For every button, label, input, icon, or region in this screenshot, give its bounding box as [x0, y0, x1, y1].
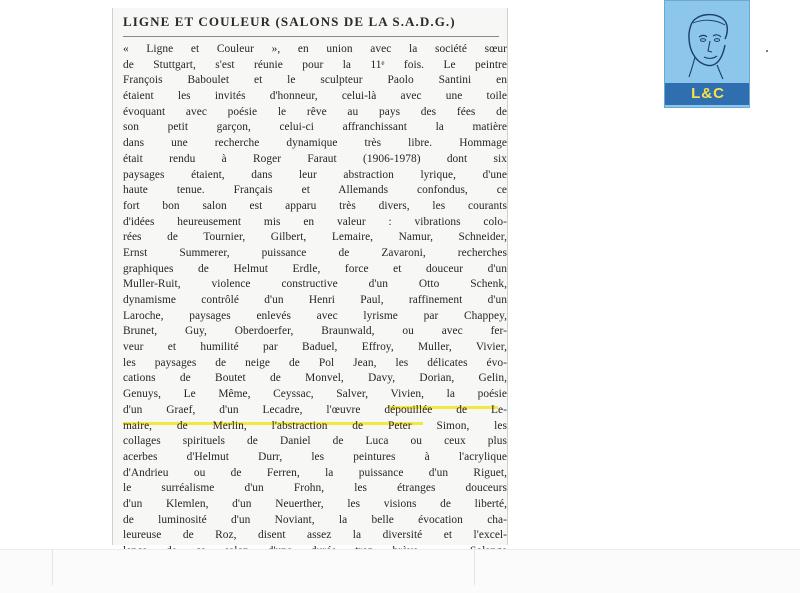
ligne-et-couleur-logo — [664, 0, 750, 108]
article-line: de Stuttgart, s'est réunie pour la 11ᵉ fois. Le peintre — [123, 58, 507, 71]
article-line: haute tenue. Français et Allemands confondus, ce — [123, 184, 507, 197]
article-line: dynamisme contrôlé d'un Henri Paul, raffinement d'un — [123, 294, 507, 306]
article-line: Genuys, Le Même, Ceyssac, Salver, Vivien, la poésie — [123, 388, 507, 401]
article-line: d'un Klemlen, d'un Neuerther, les visions de liberté, — [123, 497, 507, 510]
article-line: veur et humilité par Baduel, Effroy, Muller, Vivier, — [123, 341, 507, 354]
article-line: rées de Tournier, Gilbert, Lemaire, Namur, Schneider, — [123, 231, 507, 244]
article-line: le surréalisme d'un Frohn, les étranges douceurs — [123, 482, 507, 495]
article-line: Muller-Ruit, violence constructive d'un Otto Schenk, — [123, 278, 507, 291]
article-line: « Ligne et Couleur », en union avec la société sœur — [123, 43, 507, 55]
article-line: cations de Boutet de Monvel, Davy, Dorian, Gelin, — [123, 372, 507, 385]
article-line: maire, de Merlin, l'abstraction de Peter Simon, les — [123, 419, 507, 432]
stray-dot — [766, 50, 768, 52]
article-line: les paysages de neige de Pol Jean, les délicates évo- — [123, 356, 507, 369]
article-body — [123, 42, 507, 575]
article-line: Ernst Summerer, puissance de Zavaroni, recherches — [123, 246, 507, 259]
article-line: leureuse de Roz, disent assez la diversité et l'excel- — [123, 529, 507, 542]
footer-band — [0, 549, 800, 593]
article-line: évoquant avec poésie le rêve au pays des fées de — [123, 105, 507, 118]
article-line: dans une recherche dynamique très libre. Hommage — [123, 137, 507, 150]
article-line: était rendu à Roger Faraut (1906-1978) dont six — [123, 152, 507, 165]
article-line: Laroche, paysages enlevés avec lyrisme par Chappey, — [123, 309, 507, 322]
footer-divider — [52, 549, 53, 585]
article-line: d'Andrieu ou de Ferren, la puissance d'un Riguet, — [123, 466, 507, 479]
article-line: acerbes d'Helmut Durr, les peintures à l'acrylique — [123, 450, 507, 463]
title-rule — [123, 36, 499, 37]
article-line: son petit garçon, celui-ci affranchissant la matière — [123, 121, 507, 134]
face-sketch-icon — [669, 5, 745, 81]
newspaper-clipping — [112, 8, 508, 545]
footer-divider — [474, 549, 475, 585]
article-line: d'un Graef, d'un Lecadre, l'œuvre dépouillée de Le- — [123, 403, 507, 416]
article-line: d'idées heureusement mis en valeur : vibrations colo- — [123, 215, 507, 228]
article-line: paysages étaient, dans leur abstraction lyrique, d'une — [123, 168, 507, 181]
article-line: fort bon salon est apparu très divers, les courants — [123, 199, 507, 212]
article-line: collages spirituels de Daniel de Luca ou ceux plus — [123, 435, 507, 448]
article-line: graphiques de Helmut Erdle, force et douceur d'un — [123, 262, 507, 275]
article-line: étaient les invités d'honneur, celui-là avec une toile — [123, 90, 507, 103]
article-line: François Baboulet et le sculpteur Paolo Santini en — [123, 74, 507, 87]
article-line: de luminosité d'un Noviant, la belle évocation cha- — [123, 513, 507, 526]
article-title: LIGNE ET COULEUR (SALONS DE LA S.A.D.G.) — [123, 14, 456, 29]
article-line: Brunet, Guy, Oberdoerfer, Braunwald, ou avec fer- — [123, 325, 507, 338]
logo-text: L&C — [691, 85, 725, 102]
